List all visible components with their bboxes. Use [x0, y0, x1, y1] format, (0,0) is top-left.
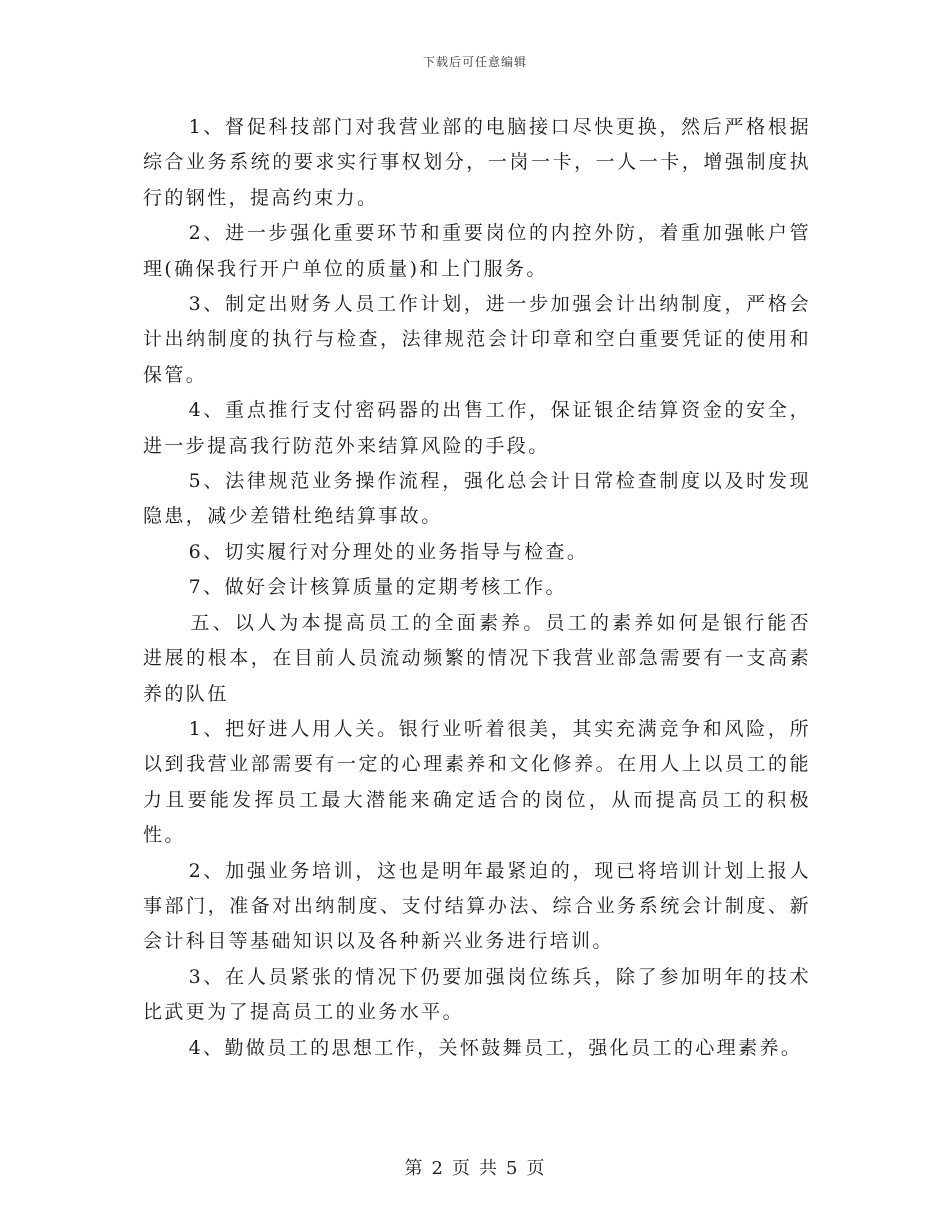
current-page-number: 2 [431, 1158, 444, 1179]
paragraph-staff-4: 4、勤做员工的思想工作，关怀鼓舞员工，强化员工的心理素养。 [188, 1036, 803, 1059]
paragraph-item-7: 7、做好会计核算质量的定期考核工作。 [188, 576, 567, 599]
paragraph-item-1: 1、督促科技部门对我营业部的电脑接口尽快更换，然后严格根据综合业务系统的要求实行事权划分，一岗一卡，一人一卡，增强制度执行的钢性，提高约束力。 [143, 116, 811, 209]
paragraph-item-3: 3、制定出财务人员工作计划，进一步加强会计出纳制度，严格会计出纳制度的执行与检查，法律规范会计印章和空白重要凭证的使用和保管。 [143, 293, 811, 386]
paragraph-staff-1: 1、把好进人用人关。银行业听着很美，其实充满竞争和风险，所以到我营业部需要有一定的心理素养和文化修养。在用人上以员工的能力且要能发挥员工最大潜能来确定适合的岗位，从而提高员工的积极性。 [143, 717, 811, 847]
paragraph-item-5: 5、法律规范业务操作流程，强化总会计日常检查制度以及时发现隐患，减少差错杜绝结算事故。 [143, 470, 811, 528]
total-label: 共 [479, 1158, 498, 1179]
page-header: 下载后可任意编辑 [422, 55, 527, 69]
paragraph-staff-2: 2、加强业务培训，这也是明年最紧迫的，现已将培训计划上报人事部门，准备对出纳制度、支付结算办法、综合业务系统会计制度、新会计科目等基础知识以及各种新兴业务进行培训。 [143, 859, 811, 953]
total-unit: 页 [526, 1158, 546, 1179]
paragraph-item-6: 6、切实履行对分理处的业务指导与检查。 [188, 540, 589, 563]
paragraph-item-2: 2、进一步强化重要环节和重要岗位的内控外防，着重加强帐户管理(确保我行开户单位的质量)和上门服务。 [143, 222, 811, 280]
paragraph-item-4: 4、重点推行支付密码器的出售工作，保证银企结算资金的安全，进一步提高我行防范外来结算风险的手段。 [143, 399, 811, 457]
page-footer [0, 1154, 950, 1180]
section-heading-5: 五、以人为本提高员工的全面素养。员工的素养如何是银行能否进展的根本，在目前人员流动频繁的情况下我营业部急需要有一支高素养的队伍 [143, 611, 811, 705]
page-label: 第 [404, 1158, 424, 1179]
paragraph-staff-3: 3、在人员紧张的情况下仍要加强岗位练兵，除了参加明年的技术比武更为了提高员工的业务水平。 [143, 965, 811, 1024]
document-body [143, 110, 811, 1066]
page-unit: 页 [452, 1158, 471, 1179]
total-pages-number: 5 [506, 1158, 519, 1179]
